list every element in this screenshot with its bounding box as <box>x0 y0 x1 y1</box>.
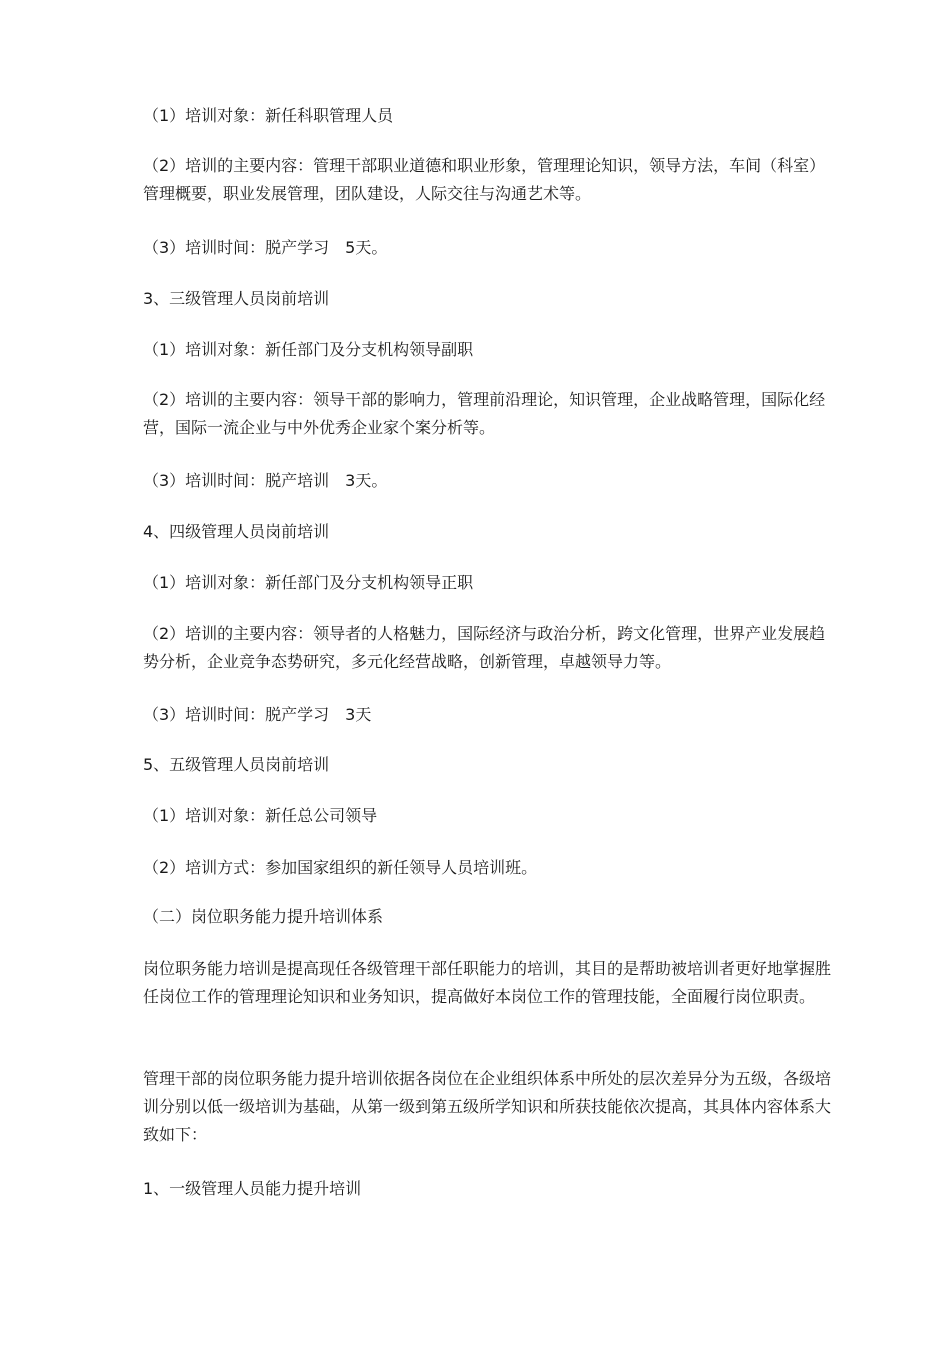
paragraph-16: 岗位职务能力培训是提高现任各级管理干部任职能力的培训，其目的是帮助被培训者更好地掌握胜任岗位工作的管理理论知识和业务知识，提高做好本岗位工作的管理技能，全面履行岗位职责。 <box>143 959 832 1006</box>
section-heading-4: 4、四级管理人员岗前培训 <box>143 522 330 541</box>
paragraph-10: （2）培训的主要内容：领导者的人格魅力，国际经济与政治分析，跨文化管理，世界产业发展趋势分析，企业竞争态势研究，多元化经营战略，创新管理，卓越领导力等。 <box>143 624 826 671</box>
paragraph-11: （3）培训时间：脱产学习 3天 <box>143 705 372 724</box>
paragraph-6: （2）培训的主要内容：领导干部的影响力，管理前沿理论，知识管理，企业战略管理，国际化经营，国际一流企业与中外优秀企业家个案分析等。 <box>143 390 826 437</box>
paragraph-1: （1）培训对象：新任科职管理人员 <box>143 106 394 125</box>
paragraph-3: （3）培训时间：脱产学习 5天。 <box>143 238 388 257</box>
section-heading-5: 5、五级管理人员岗前培训 <box>143 755 330 774</box>
paragraph-2: （2）培训的主要内容：管理干部职业道德和职业形象，管理理论知识，领导方法，车间（科室）管理概要，职业发展管理，团队建设，人际交往与沟通艺术等。 <box>143 156 826 203</box>
paragraph-5: （1）培训对象：新任部门及分支机构领导副职 <box>143 340 474 359</box>
paragraph-14: （2）培训方式：参加国家组织的新任领导人员培训班。 <box>143 858 538 877</box>
paragraph-17: 管理干部的岗位职务能力提升培训依据各岗位在企业组织体系中所处的层次差异分为五级，各级培训分别以低一级培训为基础，从第一级到第五级所学知识和所获技能依次提高，其具体内容体系大致如下： <box>143 1069 832 1144</box>
section-heading-1: 1、一级管理人员能力提升培训 <box>143 1179 362 1198</box>
subsection-heading: （二）岗位职务能力提升培训体系 <box>143 907 384 926</box>
paragraph-13: （1）培训对象：新任总公司领导 <box>143 806 378 825</box>
paragraph-9: （1）培训对象：新任部门及分支机构领导正职 <box>143 573 474 592</box>
paragraph-7: （3）培训时间：脱产培训 3天。 <box>143 471 388 490</box>
section-heading-3: 3、三级管理人员岗前培训 <box>143 289 330 308</box>
